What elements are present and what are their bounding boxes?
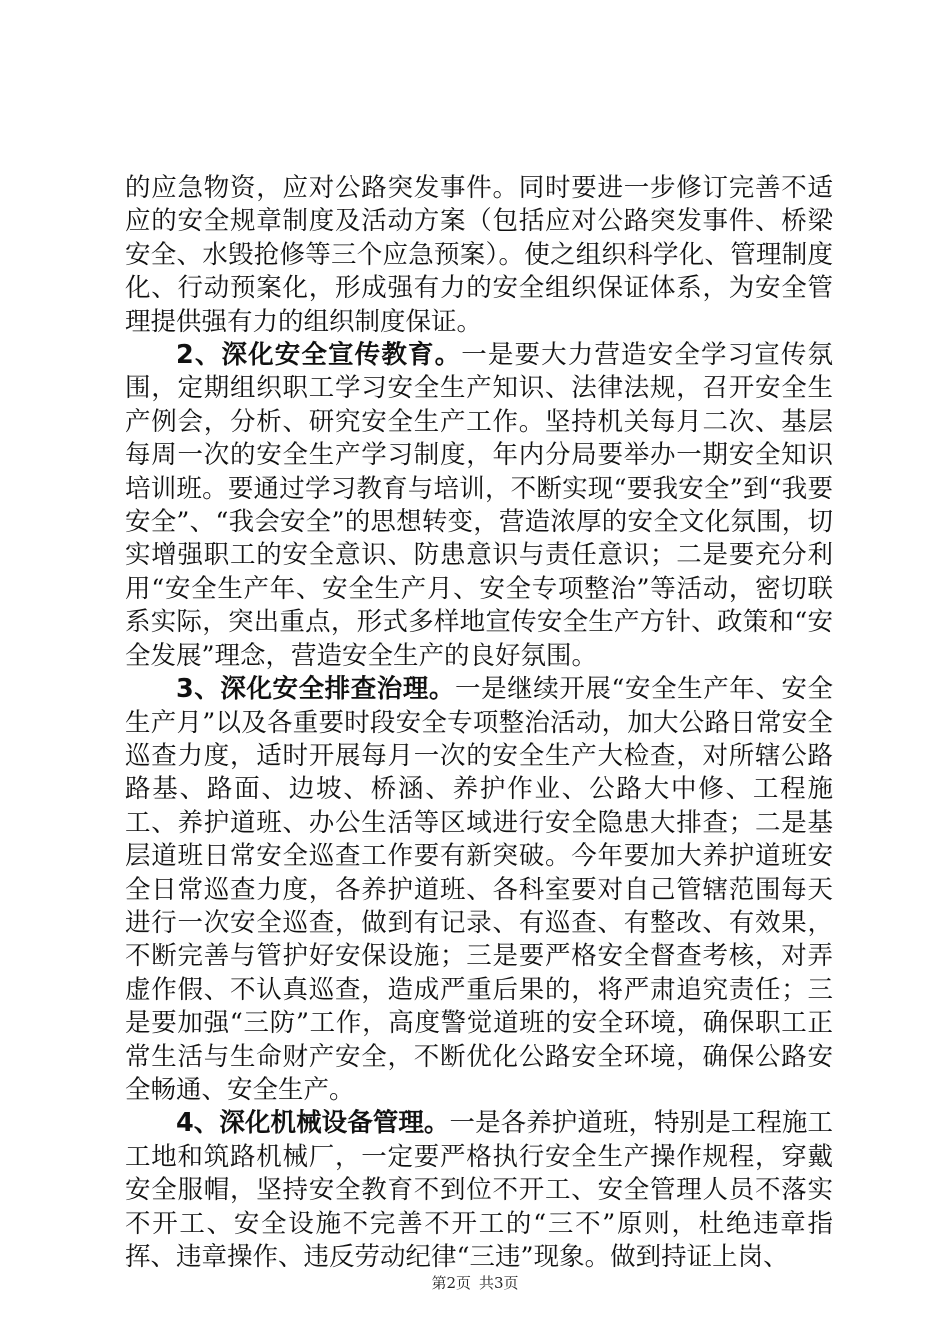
paragraph-continuation (125, 172, 833, 339)
paragraph-text: 一是要大力营造安全学习宣传氛围，定期组织职工学习安全生产知识、法律法规，召开安全生产例会，分析、研究安全生产工作。坚持机关每月二次、基层每周一次的安全生产学习制度，年内分局要举办一期安全知识培训班。要通过学习教育与培训，不断实现“要我安全”到“我要安全”、“我会安全”的思想转变，营造浓厚的安全文化氛围，切实增强职工的安全意识、防患意识与责任意识；二是要充分利用“安全生产年、安全生产月、安全专项整治”等活动，密切联系实际，突出重点，形式多样地宣传安全生产方针、政策和“安全发展”理念，营造安全生产的良好氛围。 (125, 340, 833, 671)
paragraph-text: 一是继续开展“安全生产年、安全生产月”以及各重要时段安全专项整治活动，加大公路日常安全巡查力度，适时开展每月一次的安全生产大检查，对所辖公路路基、路面、边坡、桥涵、养护作业、公路大中修、工程施工、养护道班、办公生活等区域进行安全隐患大排查；二是基层道班日常安全巡查工作要有新突破。今年要加大养护道班安全日常巡查力度，各养护道班、各科室要对自己管辖范围每天进行一次安全巡查，做到有记录、有巡查、有整改、有效果，不断完善与管护好安保设施；三是要严格安全督查考核，对弄虚作假、不认真巡查，造成严重后果的，将严肃追究责任；三是要加强“三防”工作，高度警觉道班的安全环境，确保职工正常生活与生命财产安全，不断优化公路安全环境，确保公路安全畅通、安全生产。 (125, 674, 833, 1105)
page-number: 第2页 (431, 1274, 471, 1292)
paragraph-text: 一是各养护道班，特别是工程施工工地和筑路机械厂，一定要严格执行安全生产操作规程，穿戴安全服帽，坚持安全教育不到位不开工、安全管理人员不落实不开工、安全设施不完善不开工的“三不”原则，杜绝违章指挥、违章操作、违反劳动纪律“三违”现象。做到持证上岗、 (125, 1108, 833, 1272)
paragraph-equipment-management (125, 1107, 833, 1274)
document-body (125, 172, 833, 1274)
paragraph-heading: 2、深化安全宣传教育。 (176, 340, 462, 371)
paragraph-heading: 3、深化安全排查治理。 (176, 674, 455, 705)
paragraph-text: 的应急物资，应对公路突发事件。同时要进一步修订完善不适应的安全规章制度及活动方案（包括应对公路突发事件、桥梁安全、水毁抢修等三个应急预案）。使之组织科学化、管理制度化、行动预案化，形成强有力的安全组织保证体系，为安全管理提供强有力的组织制度保证。 (125, 173, 833, 337)
page-total: 共3页 (479, 1274, 519, 1292)
paragraph-heading: 4、深化机械设备管理。 (176, 1108, 450, 1139)
paragraph-safety-inspection (125, 673, 833, 1107)
paragraph-safety-education (125, 339, 833, 673)
page-footer (0, 1272, 950, 1293)
